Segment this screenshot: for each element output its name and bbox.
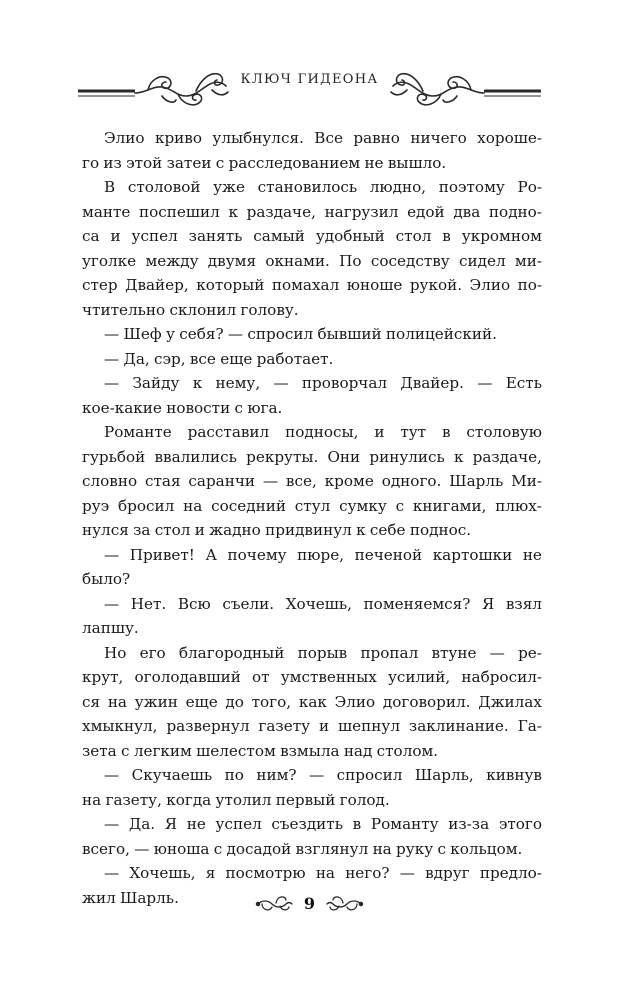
text-line: — Нет. Всю съели. Хочешь, поменяемся? Я взял xyxy=(104,594,542,613)
text-line: го из этой затеи с расследованием не вышло. xyxy=(82,153,447,172)
text-line: са и успел занять самый удобный стол в укромном xyxy=(82,227,542,245)
text-line: ся на ужин еще до того, как Элио договорил. Джилах xyxy=(82,692,542,711)
text-line: крут, оголодавший от умственных усилий, набросил- xyxy=(82,668,542,686)
text-line: Элио криво улыбнулся. Все равно ничего хороше- xyxy=(104,129,542,147)
page-number: 9 xyxy=(303,894,316,913)
body-text xyxy=(82,126,542,910)
text-line: уголке между двумя окнами. По соседству сидел ми- xyxy=(82,251,542,270)
text-line: зета с легким шелестом взмыла над столом. xyxy=(82,741,439,760)
text-line: манте поспешил к раздаче, нагрузил едой два подно- xyxy=(82,202,542,221)
page-footer xyxy=(0,890,619,920)
text-line: чтительно склонил голову. xyxy=(82,300,299,319)
text-line: руэ бросил на соседний стул сумку с книгами, плюх- xyxy=(82,496,542,515)
text-line: — Шеф у себя? — спросил бывший полицейский. xyxy=(104,325,497,343)
text-line: Но его благородный порыв пропал втуне — ре- xyxy=(104,643,542,662)
running-title: КЛЮЧ ГИДЕОНА xyxy=(240,72,379,87)
text-line: — Зайду к нему, — проворчал Двайер. — Есть xyxy=(104,374,542,392)
text-line: — Да, сэр, все еще работает. xyxy=(104,349,334,368)
text-line: жил Шарль. xyxy=(82,888,179,907)
text-line: кое-какие новости с юга. xyxy=(82,398,283,417)
text-line: гурьбой ввалились рекруты. Они ринулись к раздаче, xyxy=(82,447,542,466)
text-line: стер Двайер, который помахал юноше рукой. Элио по- xyxy=(82,276,542,294)
text-line: нулся за стол и жадно придвинул к себе поднос. xyxy=(82,521,472,539)
running-header xyxy=(78,60,541,114)
text-line: — Хочешь, я посмотрю на него? — вдруг предло- xyxy=(104,864,542,882)
text-line: — Привет! А почему пюре, печеной картошки не xyxy=(104,545,542,564)
text-line: было? xyxy=(82,570,131,588)
text-line: словно стая саранчи — все, кроме одного. Шарль Ми- xyxy=(82,472,542,490)
text-line: — Скучаешь по ним? — спросил Шарль, кивнув xyxy=(104,766,542,784)
text-line: всего, — юноша с досадой взглянул на руку с кольцом. xyxy=(82,839,523,858)
text-line: лапшу. xyxy=(82,619,139,637)
text-line: — Да. Я не успел съездить в Романту из-за этого xyxy=(104,815,542,833)
text-line: на газету, когда утолил первый голод. xyxy=(82,790,390,809)
text-line: Романте расставил подносы, и тут в столовую xyxy=(104,423,542,441)
text-line: хмыкнул, развернул газету и шепнул заклинание. Га- xyxy=(82,717,542,735)
header-ornament xyxy=(78,60,541,114)
text-line: В столовой уже становилось людно, поэтому Ро- xyxy=(104,178,542,196)
